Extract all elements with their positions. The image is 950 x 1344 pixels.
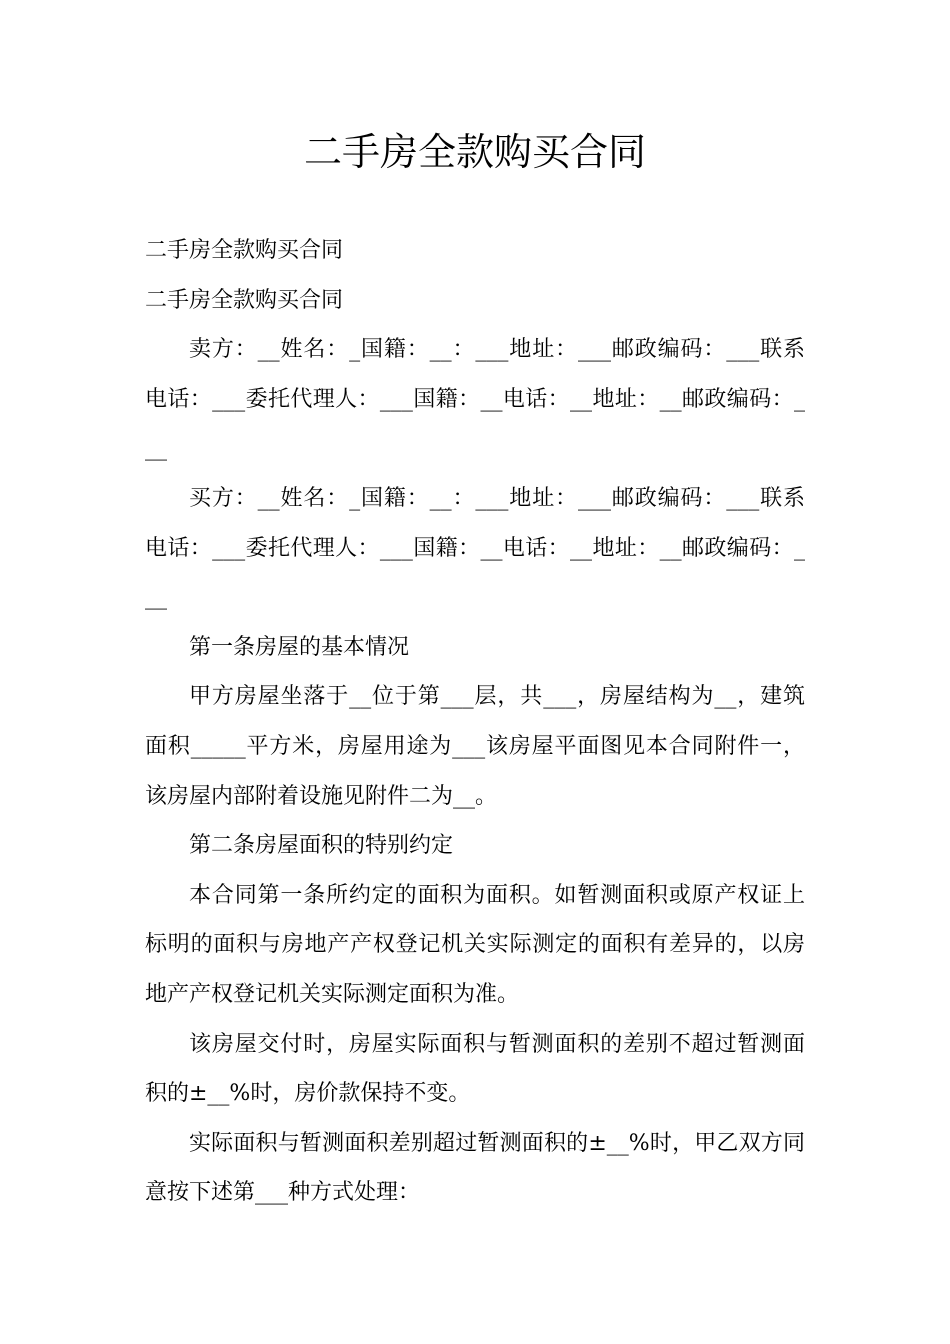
seller-info-line: 卖方：__姓名：_国籍：__：___地址：___邮政编码：___联系 xyxy=(189,337,805,363)
article-heading: 第一条房屋的基本情况 xyxy=(189,634,410,660)
document-title: 二手房全款购买合同 xyxy=(303,130,646,174)
article-text-line: 本合同第一条所约定的面积为面积。如暂测面积或原产权证上 xyxy=(189,882,805,908)
document-body xyxy=(145,226,805,1218)
article-text-line: 面积_____平方米，房屋用途为___该房屋平面图见本合同附件一， xyxy=(145,733,805,759)
article-heading: 第二条房屋面积的特别约定 xyxy=(189,833,454,859)
article-text-line: 地产产权登记机关实际测定面积为准。 xyxy=(145,981,520,1007)
article-text-line: 积的±__%时，房价款保持不变。 xyxy=(145,1081,471,1107)
buyer-info-line: 买方：__姓名：_国籍：__：___地址：___邮政编码：___联系 xyxy=(189,485,805,511)
body-heading-line: 二手房全款购买合同 xyxy=(145,238,344,263)
body-heading-line: 二手房全款购买合同 xyxy=(145,287,344,313)
article-text-line: 实际面积与暂测面积差别超过暂测面积的±__%时，甲乙双方同 xyxy=(189,1130,805,1156)
article-text-line: 标明的面积与房地产产权登记机关实际测定的面积有差异的，以房 xyxy=(145,932,805,958)
article-text-line: 意按下述第___种方式处理： xyxy=(145,1180,421,1206)
seller-info-line: 电话：___委托代理人：___国籍：__电话：__地址：__邮政编码：_ xyxy=(145,386,805,412)
seller-info-line: __ xyxy=(145,436,167,462)
article-text-line: 甲方房屋坐落于__位于第___层，共___，房屋结构为__，建筑 xyxy=(189,684,805,710)
buyer-info-line: __ xyxy=(145,585,167,611)
article-text-line: 该房屋交付时，房屋实际面积与暂测面积的差别不超过暂测面 xyxy=(189,1031,805,1057)
buyer-info-line: 电话：___委托代理人：___国籍：__电话：__地址：__邮政编码：_ xyxy=(145,535,805,561)
article-text-line: 该房屋内部附着设施见附件二为__。 xyxy=(145,783,498,809)
